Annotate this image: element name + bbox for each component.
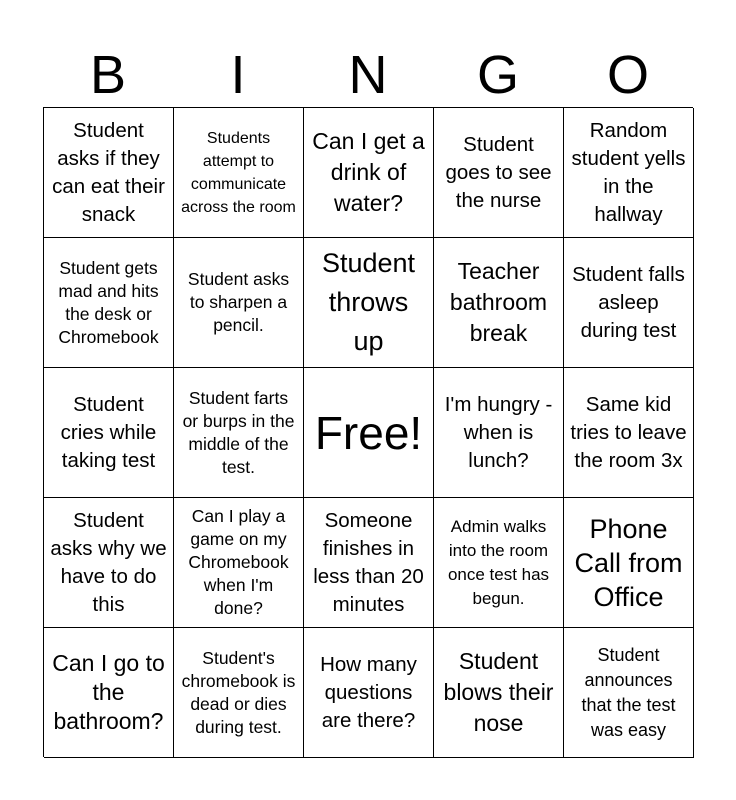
header-letter-i: I: [230, 45, 246, 105]
cell-text: Can I get a drink of water?: [312, 128, 425, 216]
cell-text: Phone Call from Office: [574, 513, 683, 612]
bingo-cell[interactable]: [174, 368, 304, 498]
cell-text: Student's chromebook is dead or dies during test.: [181, 647, 296, 737]
bingo-cell[interactable]: [564, 368, 694, 498]
bingo-header: [43, 42, 693, 108]
header-letter-o: O: [606, 45, 649, 105]
cell-text: Student throws up: [321, 248, 416, 356]
cell-text: Same kid tries to leave the room 3x: [570, 392, 687, 472]
header-letter-b: B: [89, 45, 127, 105]
bingo-cell[interactable]: [44, 498, 174, 628]
cell-text: How many questions are there?: [320, 652, 417, 732]
cell-text: Teacher bathroom break: [449, 258, 548, 346]
bingo-cell[interactable]: [564, 628, 694, 758]
cell-text: Student cries while taking test: [60, 392, 157, 472]
cell-text: Student gets mad and hits the desk or Chromebook: [58, 257, 159, 347]
cell-text: I'm hungry -when is lunch?: [444, 392, 553, 472]
cell-text: Student asks to sharpen a pencil.: [187, 269, 290, 335]
cell-text: Can I go to the bathroom?: [52, 650, 165, 734]
cell-text: Student blows their nose: [443, 648, 554, 736]
bingo-cell[interactable]: [434, 238, 564, 368]
cell-text: Student asks if they can eat their snack: [52, 118, 165, 226]
bingo-cell[interactable]: [434, 368, 564, 498]
bingo-cell[interactable]: [304, 628, 434, 758]
bingo-board: [43, 107, 693, 757]
cell-text: Student goes to see the nurse: [445, 132, 552, 212]
bingo-cell[interactable]: [304, 498, 434, 628]
bingo-cell[interactable]: [44, 368, 174, 498]
bingo-cell[interactable]: [304, 108, 434, 238]
bingo-cell[interactable]: [564, 238, 694, 368]
header-letter-g: G: [476, 45, 519, 105]
bingo-cell[interactable]: [304, 238, 434, 368]
bingo-cell[interactable]: [564, 498, 694, 628]
cell-text: Student announces that the test was easy: [581, 644, 676, 740]
cell-text: Someone finishes in less than 20 minutes: [313, 508, 424, 616]
cell-text: Free!: [314, 406, 423, 459]
bingo-cell[interactable]: [44, 628, 174, 758]
bingo-cell[interactable]: [564, 108, 694, 238]
header-letter-n: N: [348, 45, 388, 105]
bingo-cell[interactable]: [434, 108, 564, 238]
free-cell[interactable]: [304, 368, 434, 498]
bingo-cell[interactable]: [434, 628, 564, 758]
bingo-cell[interactable]: [44, 108, 174, 238]
cell-text: Can I play a game on my Chromebook when I'm done?: [188, 506, 289, 618]
cell-text: Students attempt to communicate across the room: [181, 129, 296, 216]
bingo-cell[interactable]: [434, 498, 564, 628]
bingo-cell[interactable]: [174, 628, 304, 758]
cell-text: Admin walks into the room once test has begun.: [447, 516, 550, 608]
cell-text: Student farts or burps in the middle of the test.: [182, 387, 295, 477]
bingo-cell[interactable]: [174, 108, 304, 238]
bingo-cell[interactable]: [44, 238, 174, 368]
cell-text: Random student yells in the hallway: [571, 118, 686, 226]
bingo-cell[interactable]: [174, 238, 304, 368]
cell-text: Student falls asleep during test: [572, 262, 685, 342]
bingo-cell[interactable]: [174, 498, 304, 628]
cell-text: Student asks why we have to do this: [50, 508, 167, 616]
